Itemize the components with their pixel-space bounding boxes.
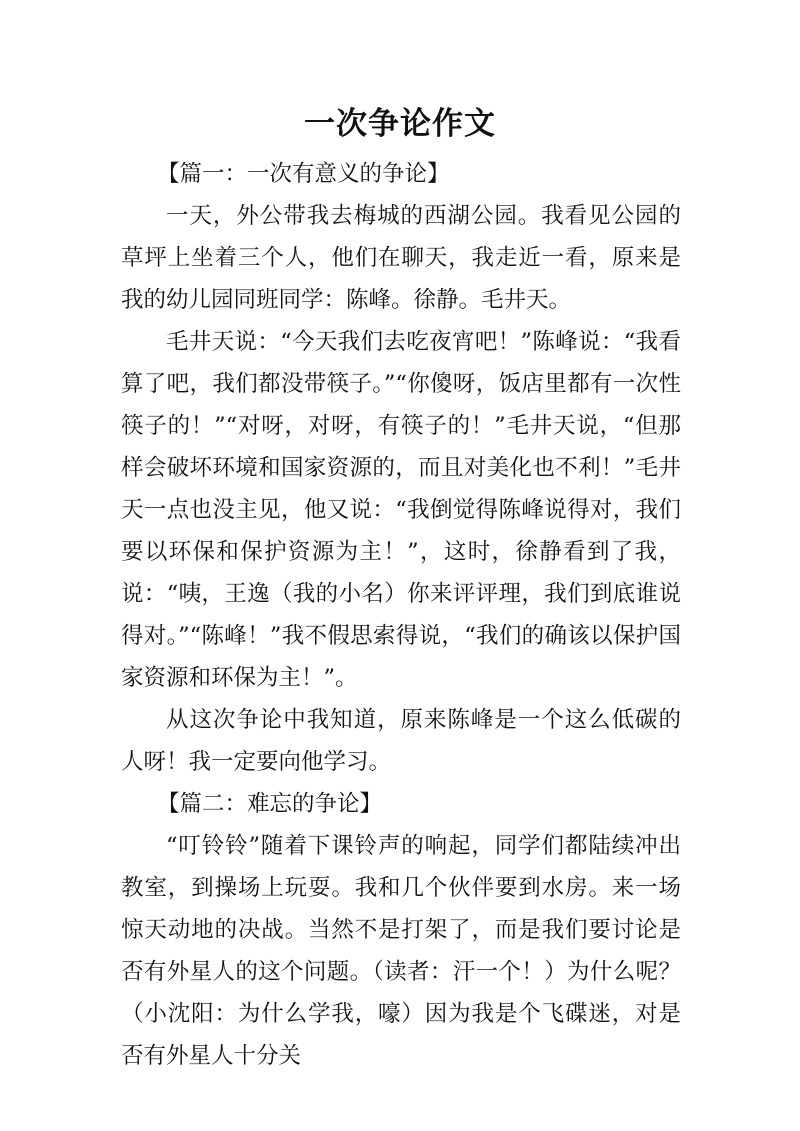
paragraph: “叮铃铃”随着下课铃声的响起，同学们都陆续冲出教室，到操场上玩耍。我和几个伙伴要到水房。来一场惊天动地的决战。当然不是打架了，而是我们要讨论是否有外星人的这个问题。（读者：汗一个！）为什么呢？（小沈阳：为什么学我，嚎）因为我是个飞碟迷，对是否有外星人十分关 (121, 833, 681, 1069)
document-title: 一次争论作文 (304, 106, 496, 142)
paragraph: 一天，外公带我去梅城的西湖公园。我看见公园的草坪上坐着三个人，他们在聊天，我走近一看，原来是我的幼儿园同班同学：陈峰。徐静。毛井天。 (121, 203, 681, 313)
section-heading: 【篇一：一次有意义的争论】 (157, 161, 450, 187)
paragraph: 毛井天说：“今天我们去吃夜宵吧！”陈峰说：“我看算了吧，我们都没带筷子。”“你傻呀，饭店里都有一次性筷子的！”“对呀，对呀，有筷子的！”毛井天说，“但那样会破坏环境和国家资源的，而且对美化也不利！”毛井天一点也没主见，他又说：“我倒觉得陈峰说得对，我们要以环保和保护资源为主！”，这时，徐静看到了我，说：“咦，王逸（我的小名）你来评评理，我们到底谁说得对。”“陈峰！”我不假思索得说，“我们的确该以保护国家资源和环保为主！”。 (121, 329, 681, 691)
document-body (121, 153, 681, 1077)
section-heading: 【篇二：难忘的争论】 (157, 791, 383, 817)
paragraph: 从这次争论中我知道，原来陈峰是一个这么低碳的人呀！我一定要向他学习。 (121, 707, 681, 775)
